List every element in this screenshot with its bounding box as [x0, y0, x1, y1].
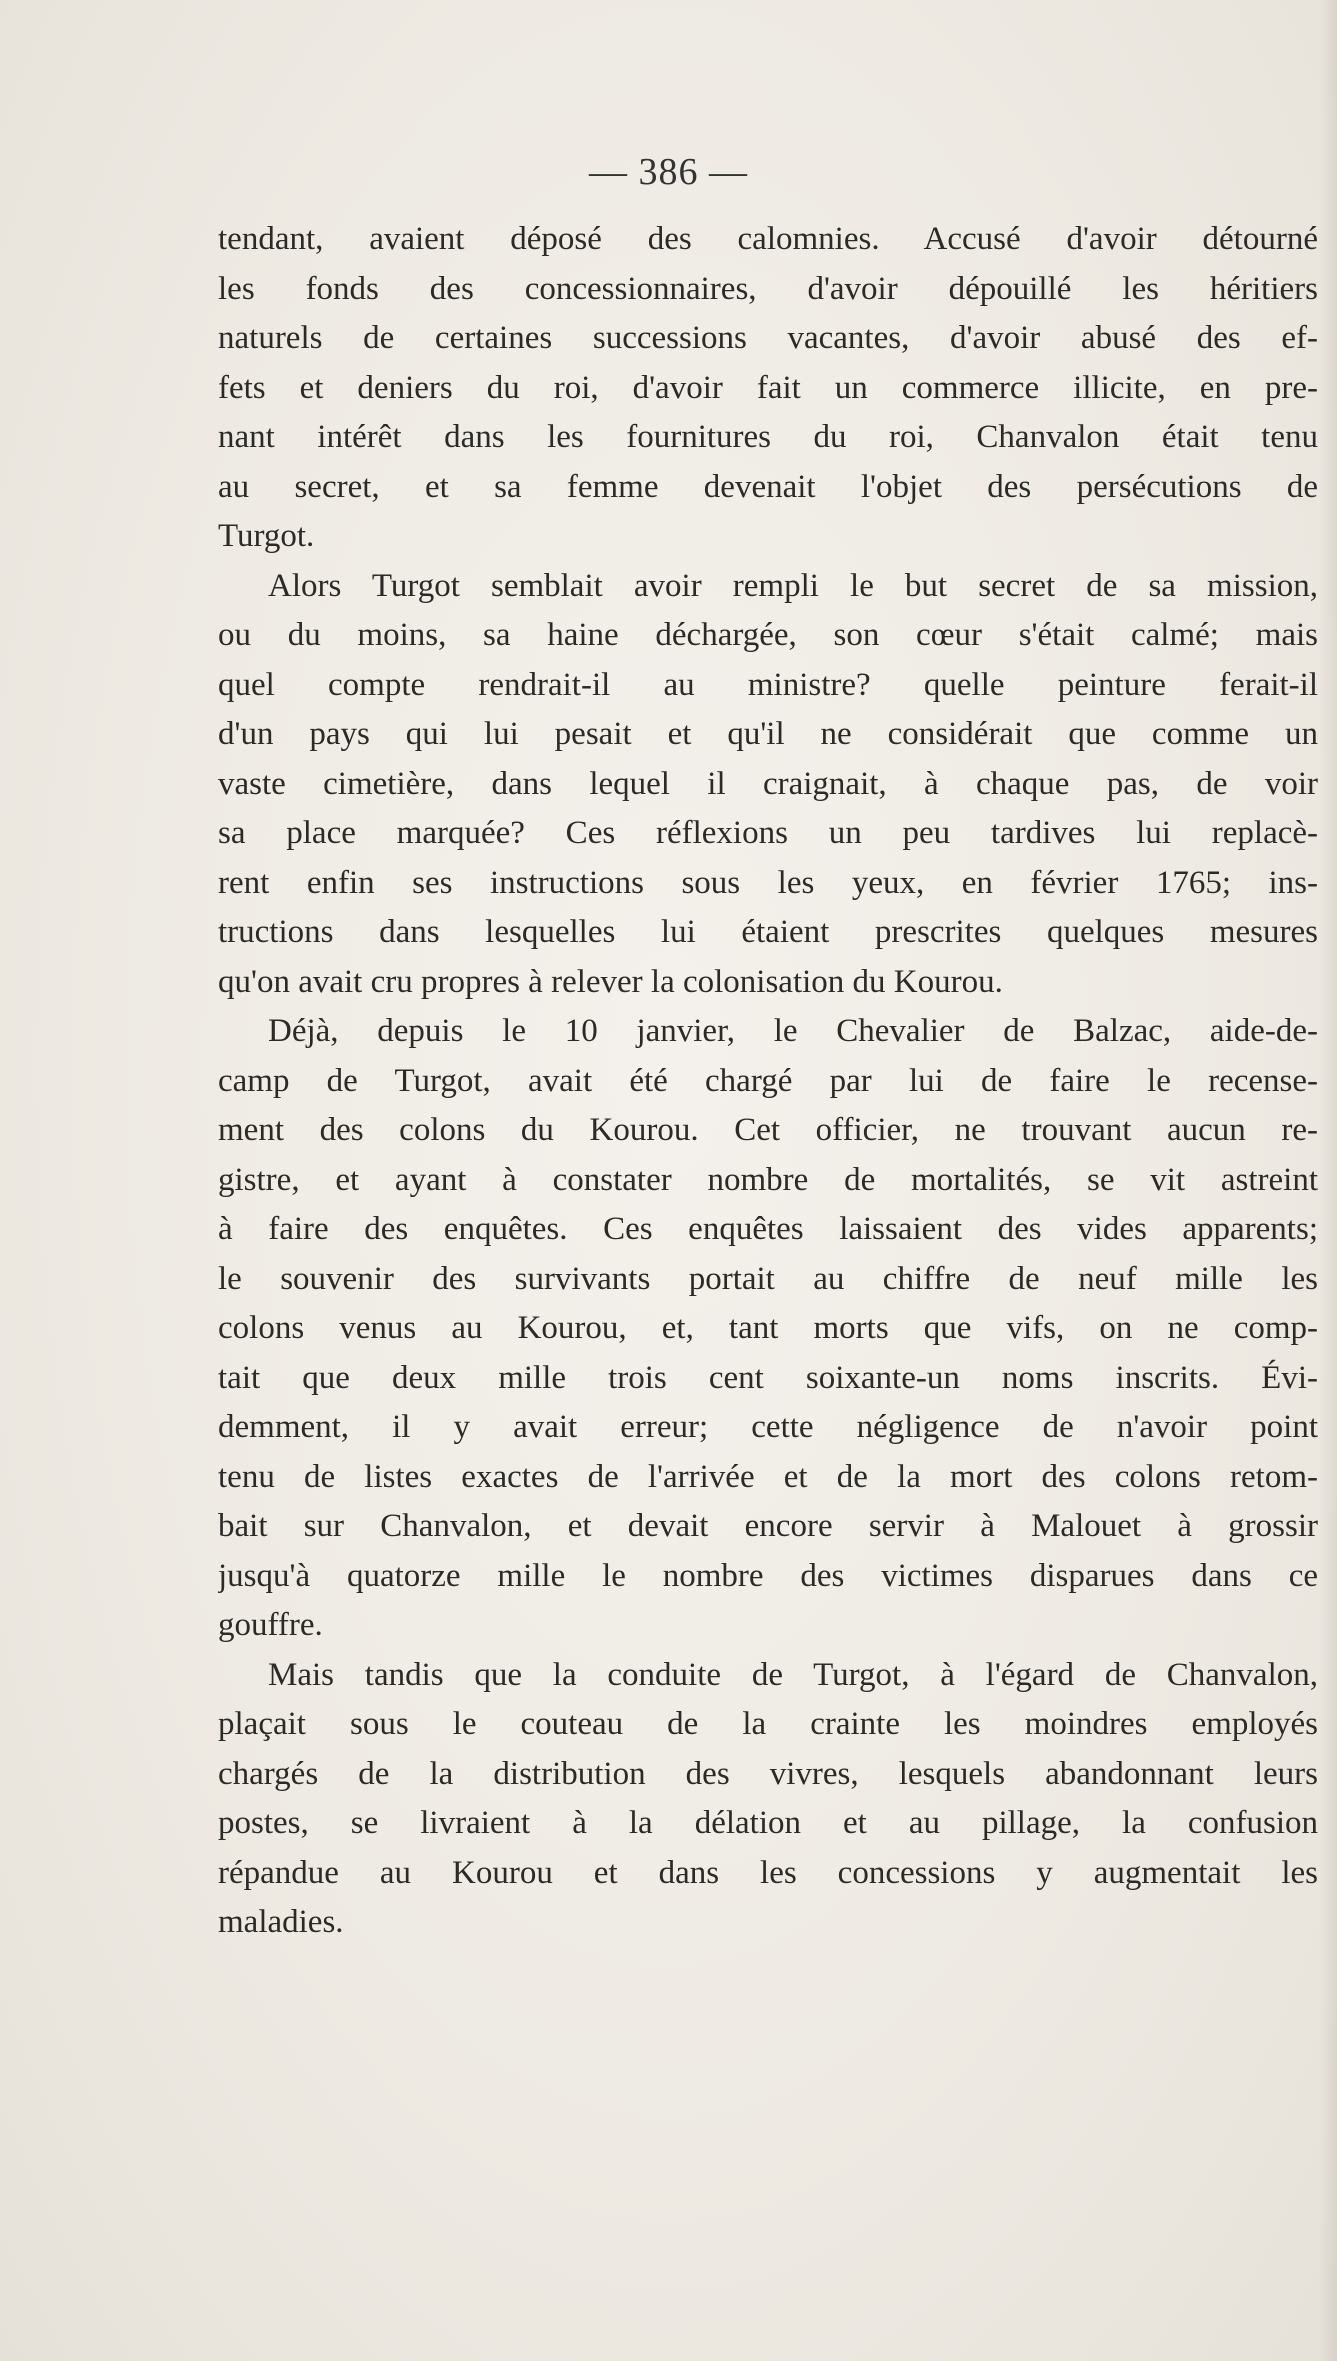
text-line: Alors Turgot semblait avoir rempli le but secret de sa mission, [268, 567, 1318, 604]
text-line: nant intérêt dans les fournitures du roi, Chanvalon était tenu [218, 419, 1318, 455]
page-number: — 386 — [589, 151, 748, 193]
text-line: naturels de certaines successions vacantes, d'avoir abusé des ef- [218, 320, 1318, 356]
text-line: Déjà, depuis le 10 janvier, le Chevalier de Balzac, aide-de- [268, 1013, 1318, 1049]
text-line: au secret, et sa femme devenait l'objet des persécutions de [218, 468, 1318, 505]
text-line: Mais tandis que la conduite de Turgot, à l'égard de Chanvalon, [268, 1656, 1318, 1693]
text-line: tenu de listes exactes de l'arrivée et de la mort des colons retom- [218, 1458, 1318, 1495]
text-line: plaçait sous le couteau de la crainte les moindres employés [218, 1706, 1318, 1742]
text-line: fets et deniers du roi, d'avoir fait un commerce illicite, en pre- [218, 369, 1318, 406]
text-line: tendant, avaient déposé des calomnies. Accusé d'avoir détourné [218, 221, 1318, 257]
text-line: tait que deux mille trois cent soixante-un noms inscrits. Évi- [218, 1359, 1318, 1396]
text-line: jusqu'à quatorze mille le nombre des victimes disparues dans ce [218, 1557, 1318, 1594]
text-line: d'un pays qui lui pesait et qu'il ne considérait que comme un [218, 716, 1318, 752]
text-line: rent enfin ses instructions sous les yeux, en février 1765; ins- [218, 864, 1318, 901]
text-line: colons venus au Kourou, et, tant morts que vifs, on ne comp- [218, 1310, 1318, 1346]
text-line: les fonds des concessionnaires, d'avoir dépouillé les héritiers [218, 270, 1318, 307]
text-line: chargés de la distribution des vivres, lesquels abandonnant leurs [218, 1755, 1318, 1792]
text-line: tructions dans lesquelles lui étaient prescrites quelques mesures [218, 914, 1318, 950]
paragraph [218, 1651, 1318, 1948]
text-line: gistre, et ayant à constater nombre de mortalités, se vit astreint [218, 1161, 1318, 1198]
paragraph [218, 215, 1318, 562]
text-line: qu'on avait cru propres à relever la colonisation du Kourou. [218, 963, 1003, 1000]
text-line: postes, se livraient à la délation et au pillage, la confusion [218, 1805, 1318, 1841]
text-line: bait sur Chanvalon, et devait encore servir à Malouet à grossir [218, 1508, 1318, 1544]
text-line: Turgot. [218, 518, 315, 554]
text-line: répandue au Kourou et dans les concessions y augmentait les [218, 1854, 1318, 1891]
text-line: ou du moins, sa haine déchargée, son cœur s'était calmé; mais [218, 617, 1318, 653]
paragraph [218, 562, 1318, 1008]
text-line: gouffre. [218, 1607, 323, 1643]
text-line: le souvenir des survivants portait au chiffre de neuf mille les [218, 1260, 1318, 1297]
text-line: vaste cimetière, dans lequel il craignait, à chaque pas, de voir [218, 765, 1318, 802]
paragraph [218, 1007, 1318, 1651]
text-line: camp de Turgot, avait été chargé par lui de faire le recense- [218, 1062, 1318, 1099]
text-line: ment des colons du Kourou. Cet officier, ne trouvant aucun re- [218, 1112, 1318, 1148]
body-text [218, 215, 1318, 1948]
text-line: demment, il y avait erreur; cette négligence de n'avoir point [218, 1409, 1318, 1445]
text-line: maladies. [218, 1904, 344, 1940]
page-edge-shadow [1319, 0, 1337, 2361]
text-line: sa place marquée? Ces réflexions un peu tardives lui replacè- [218, 815, 1318, 851]
text-line: quel compte rendrait-il au ministre? quelle peinture ferait-il [218, 666, 1318, 703]
text-line: à faire des enquêtes. Ces enquêtes laissaient des vides apparents; [218, 1211, 1318, 1247]
